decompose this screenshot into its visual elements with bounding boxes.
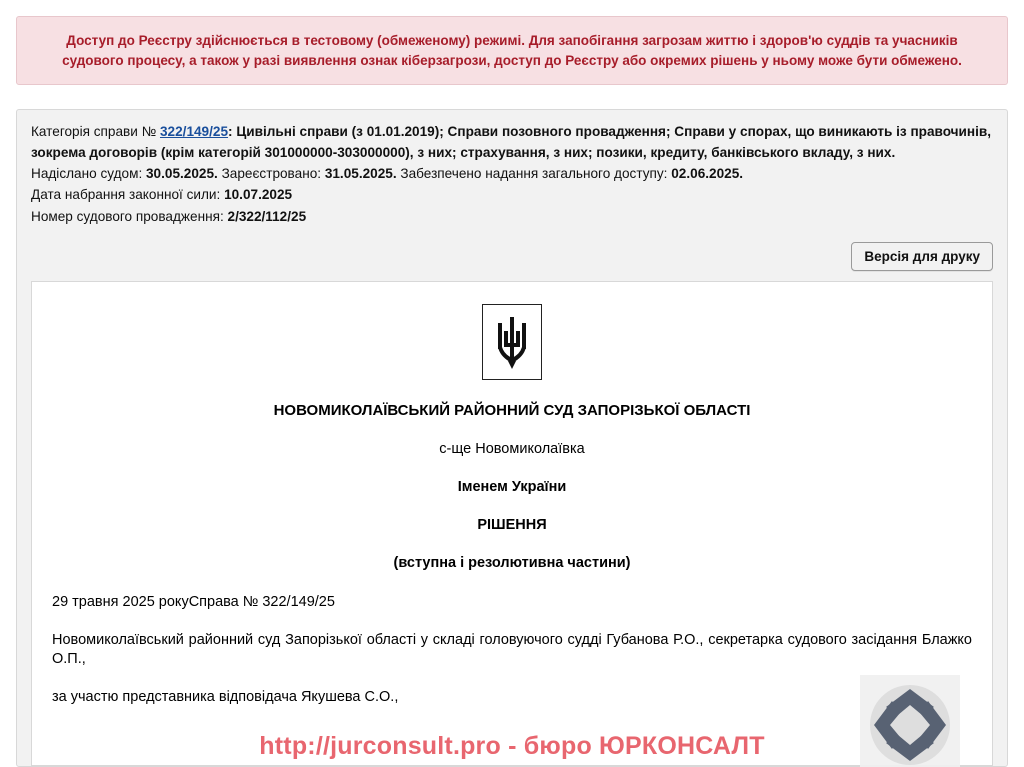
case-card [16, 109, 1008, 767]
registered-value: 31.05.2025. [324, 165, 397, 181]
proceeding-value: 2/322/112/25 [227, 208, 307, 224]
proceeding-number-line [31, 207, 993, 227]
registered-label: Зареєстровано: [217, 165, 325, 181]
participants-paragraph: за участю представника відповідача Якушева С.О., [52, 688, 399, 705]
access-warning-banner [16, 16, 1008, 85]
public-access-label: Забезпечено надання загального доступу: [396, 165, 672, 181]
case-category-prefix: Категорія справи № [31, 124, 160, 140]
settlement: с-ще Новомиколаївка [439, 441, 585, 458]
document-type: РІШЕННЯ [477, 517, 547, 534]
sent-value: 30.05.2025. [146, 165, 218, 181]
watermark-url: http://jurconsult.pro - бюро ЮРКОНСАЛТ [259, 732, 765, 760]
effective-value: 10.07.2025 [224, 187, 293, 203]
composition-paragraph: Новомиколаївський районний суд Запорізької області у складі головуючого судді Губанова Р.О., секретарка судового засідання Блажко О.П., [52, 631, 972, 668]
case-number-link[interactable]: 322/149/25 [159, 124, 229, 140]
case-category-line [31, 122, 993, 163]
access-warning-text: Доступ до Реєстру здійснюється в тестовому (обмеженому) режимі. Для запобігання загрозам життю і здоров'ю суддів та учасників судового процесу, а також у разі виявлення ознак кіберзагрози, доступ до Реєстру або окремих рішень у ньому може бути обмежено. [62, 33, 962, 68]
document-part: (вступна і резолютивна частини) [393, 555, 631, 572]
effective-date-line [31, 185, 993, 205]
public-access-value: 02.06.2025. [671, 165, 744, 181]
court-name: НОВОМИКОЛАЇВСЬКИЙ РАЙОННИЙ СУД ЗАПОРІЗЬКОЇ ОБЛАСТІ [273, 402, 751, 420]
ukraine-trident-emblem-icon [482, 304, 542, 380]
sent-label: Надіслано судом: [31, 165, 146, 181]
in-name-of-ukraine: Іменем України [457, 479, 567, 496]
case-dates-line [31, 164, 993, 184]
date-and-case-number: 29 травня 2025 рокуСправа № 322/149/25 [52, 594, 335, 611]
toolbar [17, 238, 1007, 281]
case-metadata [17, 110, 1007, 238]
decision-document [31, 281, 993, 766]
case-category-text: : Цивільні справи (з 01.01.2019); Справи позовного провадження; Справи у спорах, що виникають із правочинів, зокрема договорів (крім категорій 301000000-303000000), з них; страхування, з них; позики, кредиту, банківського вкладу, з них. [31, 124, 992, 160]
proceeding-label: Номер судового провадження: [31, 208, 228, 224]
effective-label: Дата набрання законної сили: [31, 187, 225, 203]
print-version-button[interactable]: Версія для друку [851, 242, 993, 271]
